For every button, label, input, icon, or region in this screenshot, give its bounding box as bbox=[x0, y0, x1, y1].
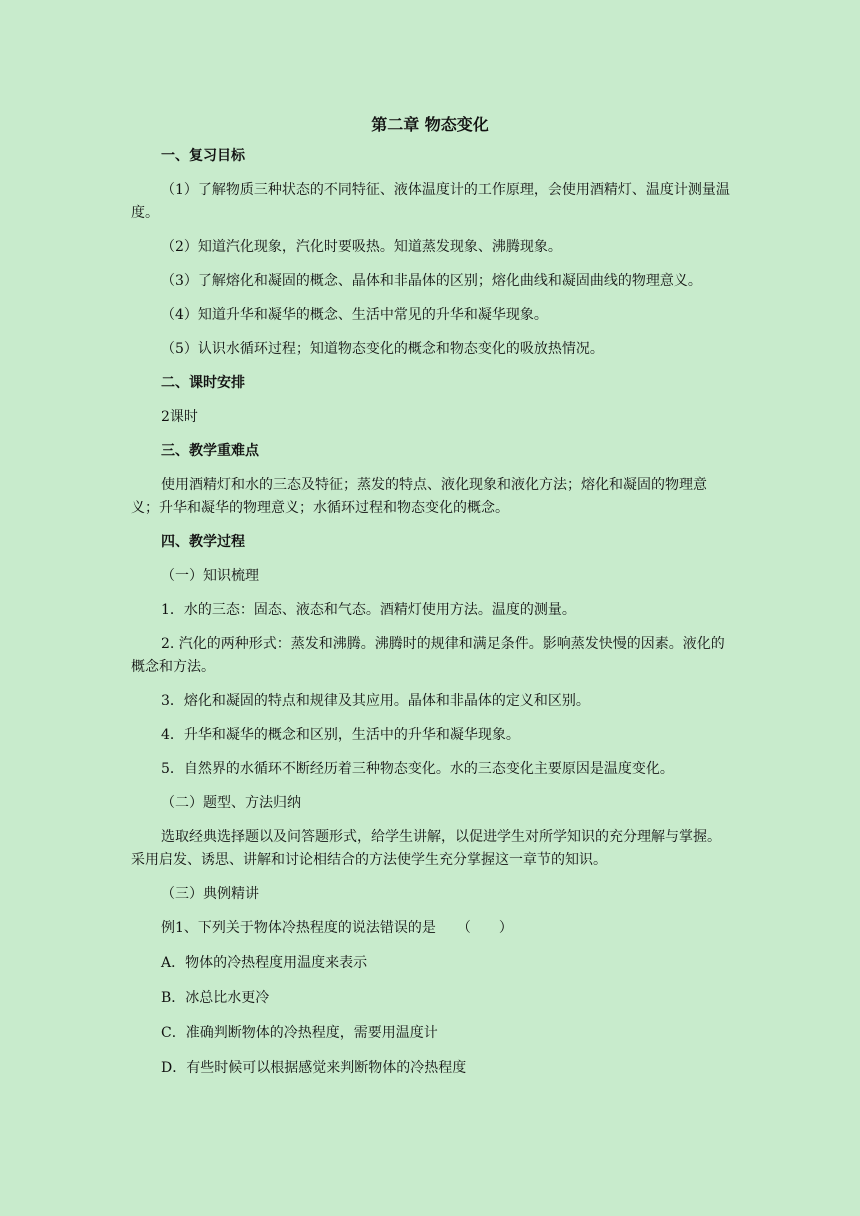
section-heading-schedule: 二、课时安排 bbox=[161, 375, 245, 391]
knowledge-item-3: 3．熔化和凝固的特点和规律及其应用。晶体和非晶体的定义和区别。 bbox=[161, 693, 590, 709]
knowledge-item-4: 4．升华和凝华的概念和区别，生活中的升华和凝华现象。 bbox=[161, 727, 520, 743]
example-1-question: 例1、下列关于物体冷热程度的说法错误的是 （ ） bbox=[161, 920, 513, 936]
example-1-option-d: D．有些时候可以根据感觉来判断物体的冷热程度 bbox=[161, 1060, 467, 1076]
chapter-title: 第二章 物态变化 bbox=[371, 115, 489, 134]
objective-5: （5）认识水循环过程；知道物态变化的概念和物态变化的吸放热情况。 bbox=[161, 341, 604, 357]
methods-text: 选取经典选择题以及问答题形式，给学生讲解，以促进学生对所学知识的充分理解与掌握。采用启发、诱思、讲解和讨论相结合的方法使学生充分掌握这一章节的知识。 bbox=[131, 829, 721, 868]
example-1-option-c: C．准确判断物体的冷热程度，需要用温度计 bbox=[161, 1025, 438, 1041]
subsection-knowledge: （一）知识梳理 bbox=[161, 568, 259, 584]
objective-1: （1）了解物质三种状态的不同特征、液体温度计的工作原理，会使用酒精灯、温度计测量温度。 bbox=[131, 182, 730, 221]
objective-4: （4）知道升华和凝华的概念、生活中常见的升华和凝华现象。 bbox=[161, 307, 548, 323]
objective-3: （3）了解熔化和凝固的概念、晶体和非晶体的区别；熔化曲线和凝固曲线的物理意义。 bbox=[161, 273, 702, 289]
schedule-text: 2课时 bbox=[161, 409, 198, 425]
key-points-text: 使用酒精灯和水的三态及特征；蒸发的特点、液化现象和液化方法；熔化和凝固的物理意义；升华和凝华的物理意义；水循环过程和物态变化的概念。 bbox=[131, 477, 707, 516]
subsection-methods: （二）题型、方法归纳 bbox=[161, 795, 301, 811]
section-heading-objectives: 一、复习目标 bbox=[161, 148, 245, 164]
knowledge-item-1: 1．水的三态：固态、液态和气态。酒精灯使用方法。温度的测量。 bbox=[161, 602, 576, 618]
example-1-option-b: B．冰总比水更冷 bbox=[161, 990, 270, 1006]
document-body bbox=[131, 145, 731, 1092]
section-heading-process: 四、教学过程 bbox=[161, 534, 245, 550]
section-heading-key-points: 三、教学重难点 bbox=[161, 443, 259, 459]
knowledge-item-2: 2. 汽化的两种形式：蒸发和沸腾。沸腾时的规律和满足条件。影响蒸发快慢的因素。液化的概念和方法。 bbox=[131, 636, 725, 675]
example-1-option-a: A．物体的冷热程度用温度来表示 bbox=[161, 955, 368, 971]
objective-2: （2）知道汽化现象，汽化时要吸热。知道蒸发现象、沸腾现象。 bbox=[161, 239, 562, 255]
knowledge-item-5: 5．自然界的水循环不断经历着三种物态变化。水的三态变化主要原因是温度变化。 bbox=[161, 761, 674, 777]
subsection-examples: （三）典例精讲 bbox=[161, 886, 259, 902]
